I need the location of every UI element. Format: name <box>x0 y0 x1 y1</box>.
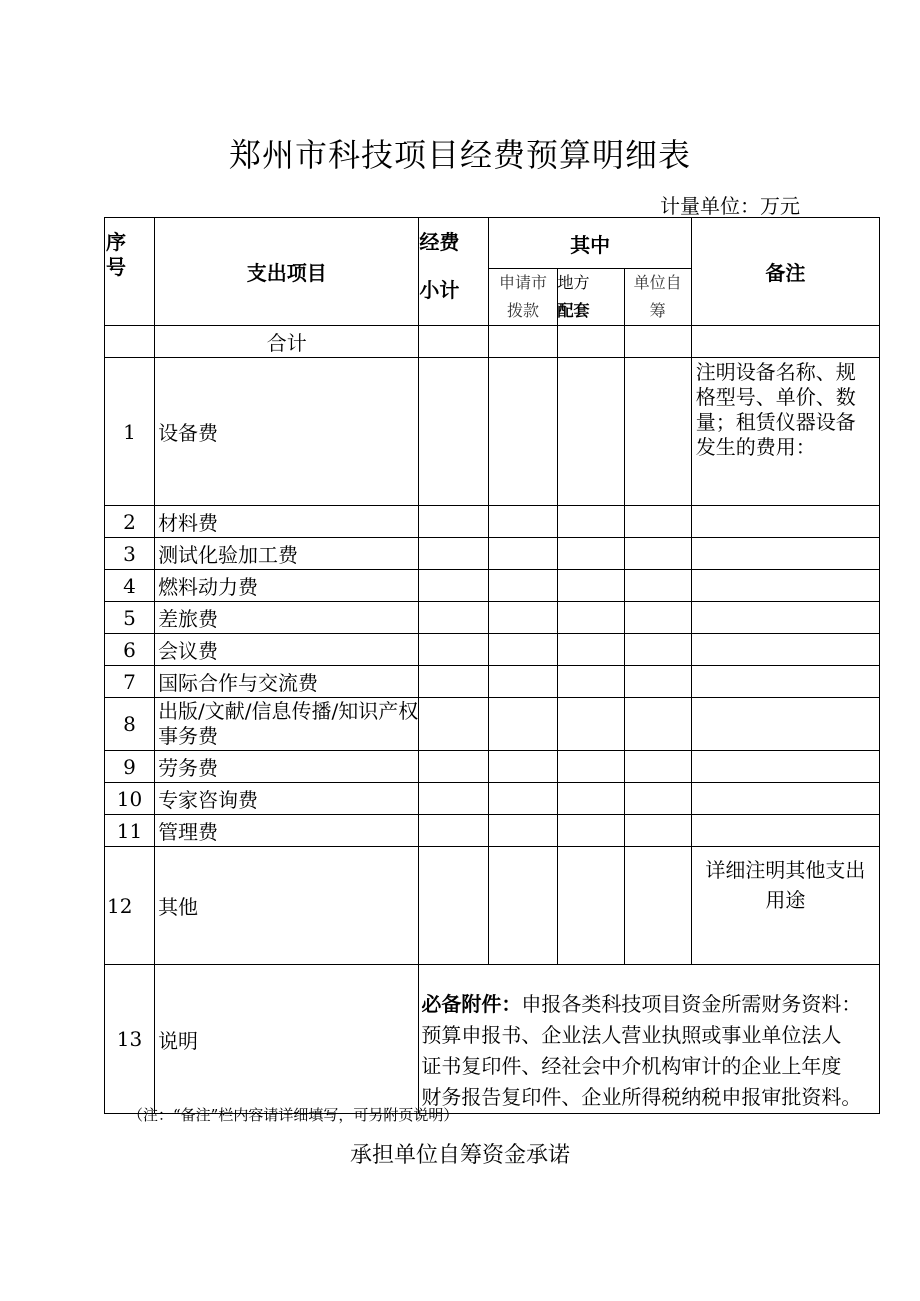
row-item: 管理费 <box>155 815 419 847</box>
table-row <box>105 815 880 847</box>
table-row <box>105 965 880 1114</box>
table-row <box>105 538 880 570</box>
budget-table <box>104 217 880 1114</box>
table-row <box>105 783 880 815</box>
row-number: 9 <box>105 751 155 783</box>
row-remark: 详细注明其他支出用途 <box>691 847 879 965</box>
table-row <box>105 570 880 602</box>
row-item: 专家咨询费 <box>155 783 419 815</box>
row-item: 设备费 <box>155 358 419 506</box>
table-row <box>105 602 880 634</box>
row-item: 其他 <box>155 847 419 965</box>
row-number: 5 <box>105 602 155 634</box>
header-local-matching: 地方 配套 <box>557 269 624 326</box>
page-title: 郑州市科技项目经费预算明细表 <box>228 136 691 174</box>
row-item: 材料费 <box>155 506 419 538</box>
header-remark: 备注 <box>691 218 879 326</box>
row-number: 7 <box>105 666 155 698</box>
row-number: 6 <box>105 634 155 666</box>
row-item: 会议费 <box>155 634 419 666</box>
row-number: 11 <box>105 815 155 847</box>
row-item: 燃料动力费 <box>155 570 419 602</box>
row-item: 出版/文献/信息传播/知识产权事务费 <box>155 698 419 751</box>
table-row <box>105 506 880 538</box>
total-row <box>105 326 880 358</box>
header-city-allocation: 申请市 拨款 <box>489 269 557 326</box>
row-item: 说明 <box>155 965 419 1114</box>
row-number: 2 <box>105 506 155 538</box>
table-row <box>105 698 880 751</box>
row-number: 12 <box>105 847 155 965</box>
header-item: 支出项目 <box>155 218 419 326</box>
row-item: 国际合作与交流费 <box>155 666 419 698</box>
header-seq: 序号 <box>105 218 155 326</box>
row-item: 劳务费 <box>155 751 419 783</box>
row-number: 10 <box>105 783 155 815</box>
table-note: （注：“备注”栏内容请详细填写，可另附页说明） <box>128 1106 459 1124</box>
promise-heading: 承担单位自筹资金承诺 <box>349 1143 570 1168</box>
header-subtotal: 经费 小计 <box>419 218 489 326</box>
row-number: 8 <box>105 698 155 751</box>
row-number: 13 <box>105 965 155 1114</box>
row-number: 4 <box>105 570 155 602</box>
header-self-raised: 单位自 筹 <box>624 269 691 326</box>
total-label: 合计 <box>155 326 419 358</box>
row-number: 3 <box>105 538 155 570</box>
header-among: 其中 <box>489 218 691 269</box>
row-item: 差旅费 <box>155 602 419 634</box>
unit-label: 计量单位：万元 <box>660 194 800 218</box>
table-row <box>105 358 880 506</box>
row-item: 测试化验加工费 <box>155 538 419 570</box>
attachment-label: 必备附件： <box>421 992 522 1016</box>
attachment-requirements: 必备附件：申报各类科技项目资金所需财务资料： 预算申报书、企业法人营业执照或事业单位法人 证书复印件、经社会中介机构审计的企业上年度 财务报告复印件、企业所得税纳税申报审批资料。 <box>419 965 880 1114</box>
table-row <box>105 634 880 666</box>
row-remark: 注明设备名称、规格型号、单价、数量；租赁仪器设备发生的费用： <box>691 358 879 506</box>
table-row <box>105 666 880 698</box>
row-number: 1 <box>105 358 155 506</box>
table-row <box>105 847 880 965</box>
table-row <box>105 751 880 783</box>
